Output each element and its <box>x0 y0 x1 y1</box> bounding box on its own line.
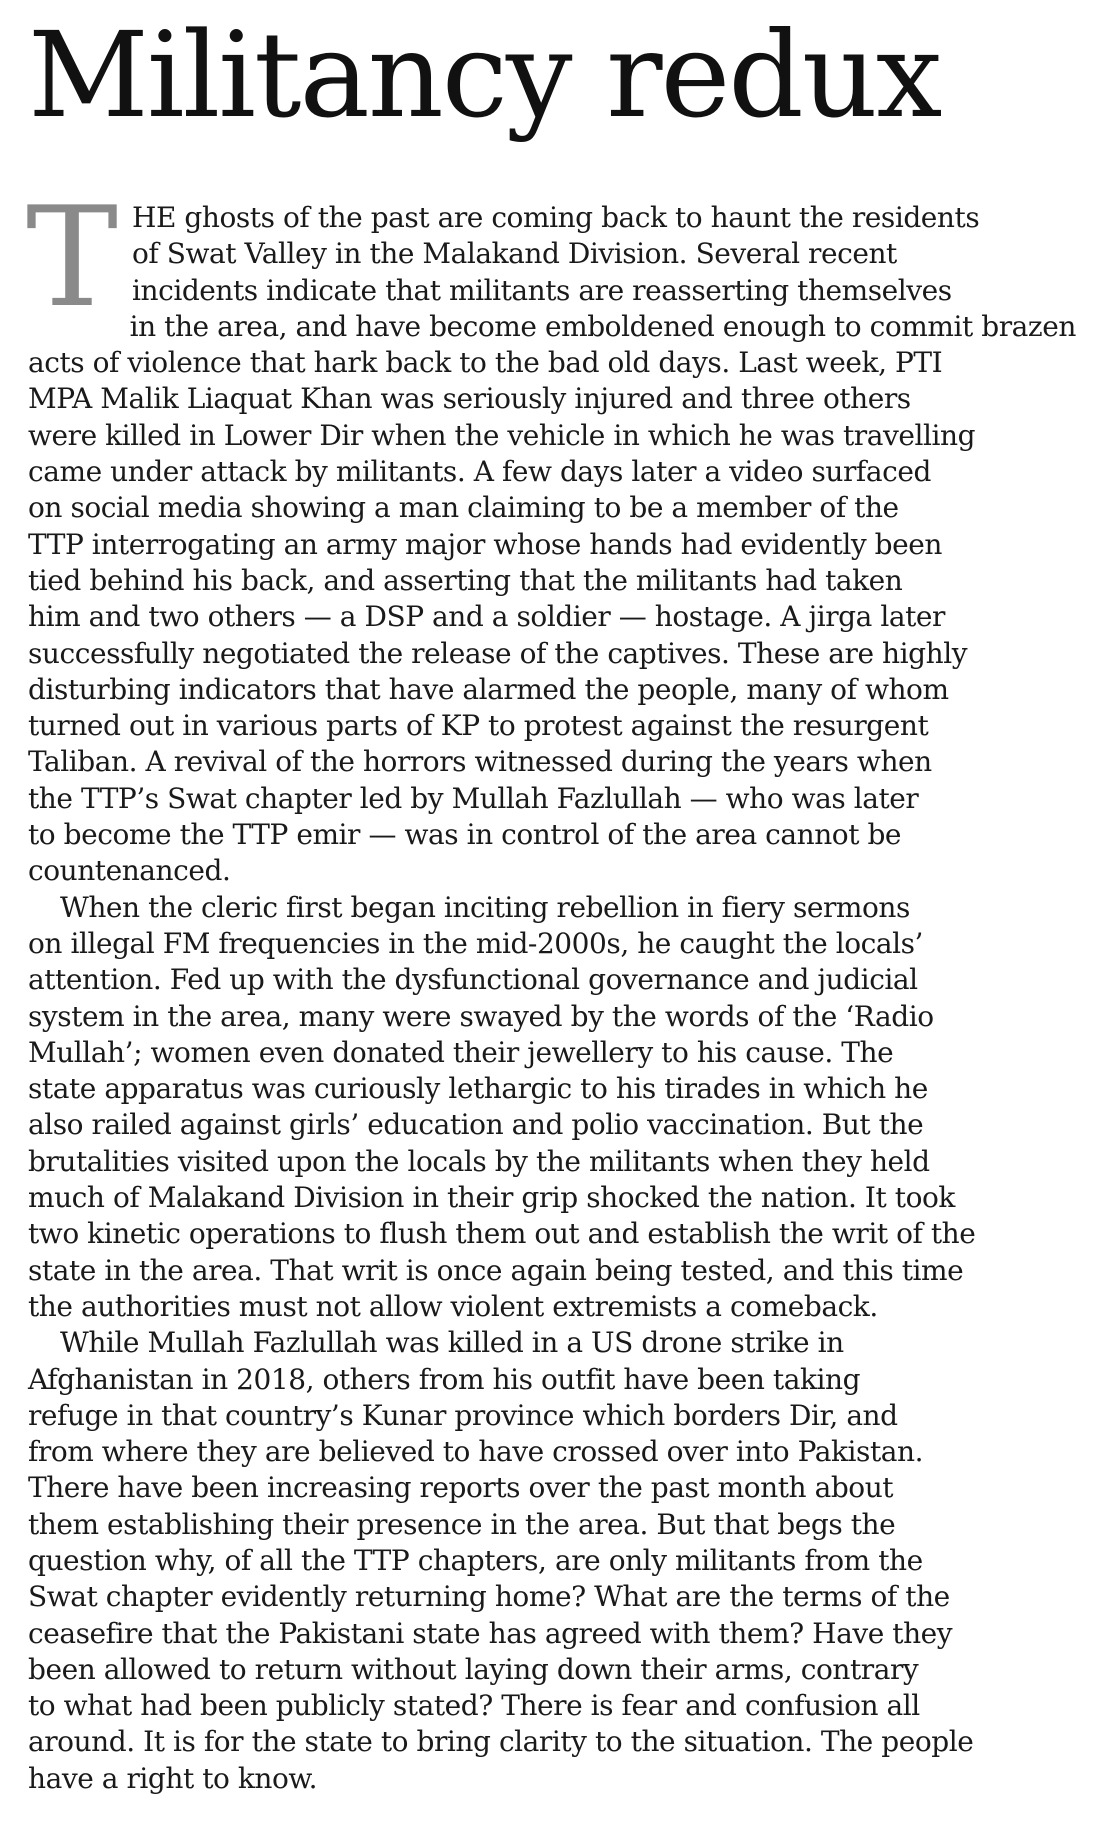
text-line: state apparatus was curiously lethargic to his tirades in which he <box>28 1072 928 1106</box>
text-line: ceasefire that the Pakistani state has agreed with them? Have they <box>28 1616 953 1650</box>
text-line: came under attack by militants. A few days later a video surfaced <box>28 455 931 489</box>
text-line: brutalities visited upon the locals by the militants when they held <box>28 1144 930 1178</box>
text-line: to become the TTP emir — was in control of the area cannot be <box>28 818 902 852</box>
text-line: HE ghosts of the past are coming back to haunt the residents <box>132 201 980 234</box>
text-line: disturbing indicators that have alarmed the people, many of whom <box>28 672 949 706</box>
text-line: attention. Fed up with the dysfunctional governance and judicial <box>28 963 918 997</box>
text-line: TTP interrogating an army major whose hands had evidently been <box>28 527 942 561</box>
text-line: them establishing their presence in the area. But that begs the <box>28 1507 896 1541</box>
text-line: to what had been publicly stated? There is fear and confusion all <box>28 1689 920 1723</box>
text-line: much of Malakand Division in their grip shocked the nation. It took <box>28 1181 955 1215</box>
text-line: Afghanistan in 2018, others from his outfit have been taking <box>28 1362 861 1396</box>
text-line: two kinetic operations to flush them out and establish the writ of the <box>28 1217 976 1251</box>
editorial-page <box>26 6 1076 1797</box>
text-line: countenanced. <box>28 854 231 888</box>
text-line: of Swat Valley in the Malakand Division. Several recent <box>132 237 897 271</box>
text-line: turned out in various parts of KP to protest against the resurgent <box>28 709 929 743</box>
text-line: on illegal FM frequencies in the mid-2000s, he caught the locals’ <box>28 926 923 960</box>
text-line: in the area, and have become emboldened enough to commit brazen <box>129 309 1076 343</box>
paragraph-2 <box>28 890 1076 1326</box>
text-line: Mullah’; women even donated their jewellery to his cause. The <box>28 1035 894 1069</box>
text-line: from where they are believed to have crossed over into Pakistan. <box>28 1435 924 1469</box>
text-line: on social media showing a man claiming to be a member of the <box>28 491 899 525</box>
text-line: While Mullah Fazlullah was killed in a US drone strike in <box>60 1326 844 1360</box>
text-line: Taliban. A revival of the horrors witnessed during the years when <box>28 745 932 779</box>
text-line: around. It is for the state to bring clarity to the situation. The people <box>28 1725 974 1759</box>
paragraph-3 <box>28 1325 1076 1797</box>
text-line: There have been increasing reports over the past month about <box>28 1471 894 1505</box>
article-body <box>26 177 1076 1797</box>
text-line: were killed in Lower Dir when the vehicle in which he was travelling <box>28 418 976 452</box>
text-line: the TTP’s Swat chapter led by Mullah Fazlullah — who was later <box>28 781 919 815</box>
text-line: also railed against girls’ education and polio vaccination. But the <box>28 1108 924 1142</box>
drop-cap: T <box>26 177 118 338</box>
text-line: the authorities must not allow violent extremists a comeback. <box>28 1289 878 1323</box>
text-line: successfully negotiated the release of the captives. These are highly <box>28 636 968 670</box>
text-line: When the cleric first began inciting rebellion in fiery sermons <box>60 890 910 924</box>
headline: Militancy redux <box>28 6 941 144</box>
text-line: have a right to know. <box>28 1761 318 1795</box>
text-line: MPA Malik Liaquat Khan was seriously injured and three others <box>28 382 911 416</box>
text-line: acts of violence that hark back to the bad old days. Last week, PTI <box>28 346 943 380</box>
text-line: system in the area, many were swayed by the words of the ‘Radio <box>28 999 934 1033</box>
text-line: question why, of all the TTP chapters, are only militants from the <box>28 1543 923 1577</box>
text-line: him and two others — a DSP and a soldier — hostage. A jirga later <box>28 600 945 634</box>
paragraph-1 <box>26 177 1076 890</box>
text-line: been allowed to return without laying down their arms, contrary <box>28 1652 919 1686</box>
text-line: state in the area. That writ is once again being tested, and this time <box>28 1253 964 1287</box>
text-line: tied behind his back, and asserting that the militants had taken <box>28 563 903 597</box>
text-line: Swat chapter evidently returning home? What are the terms of the <box>28 1580 950 1614</box>
text-line: incidents indicate that militants are reasserting themselves <box>132 273 952 307</box>
text-line: refuge in that country’s Kunar province which borders Dir, and <box>28 1398 898 1432</box>
